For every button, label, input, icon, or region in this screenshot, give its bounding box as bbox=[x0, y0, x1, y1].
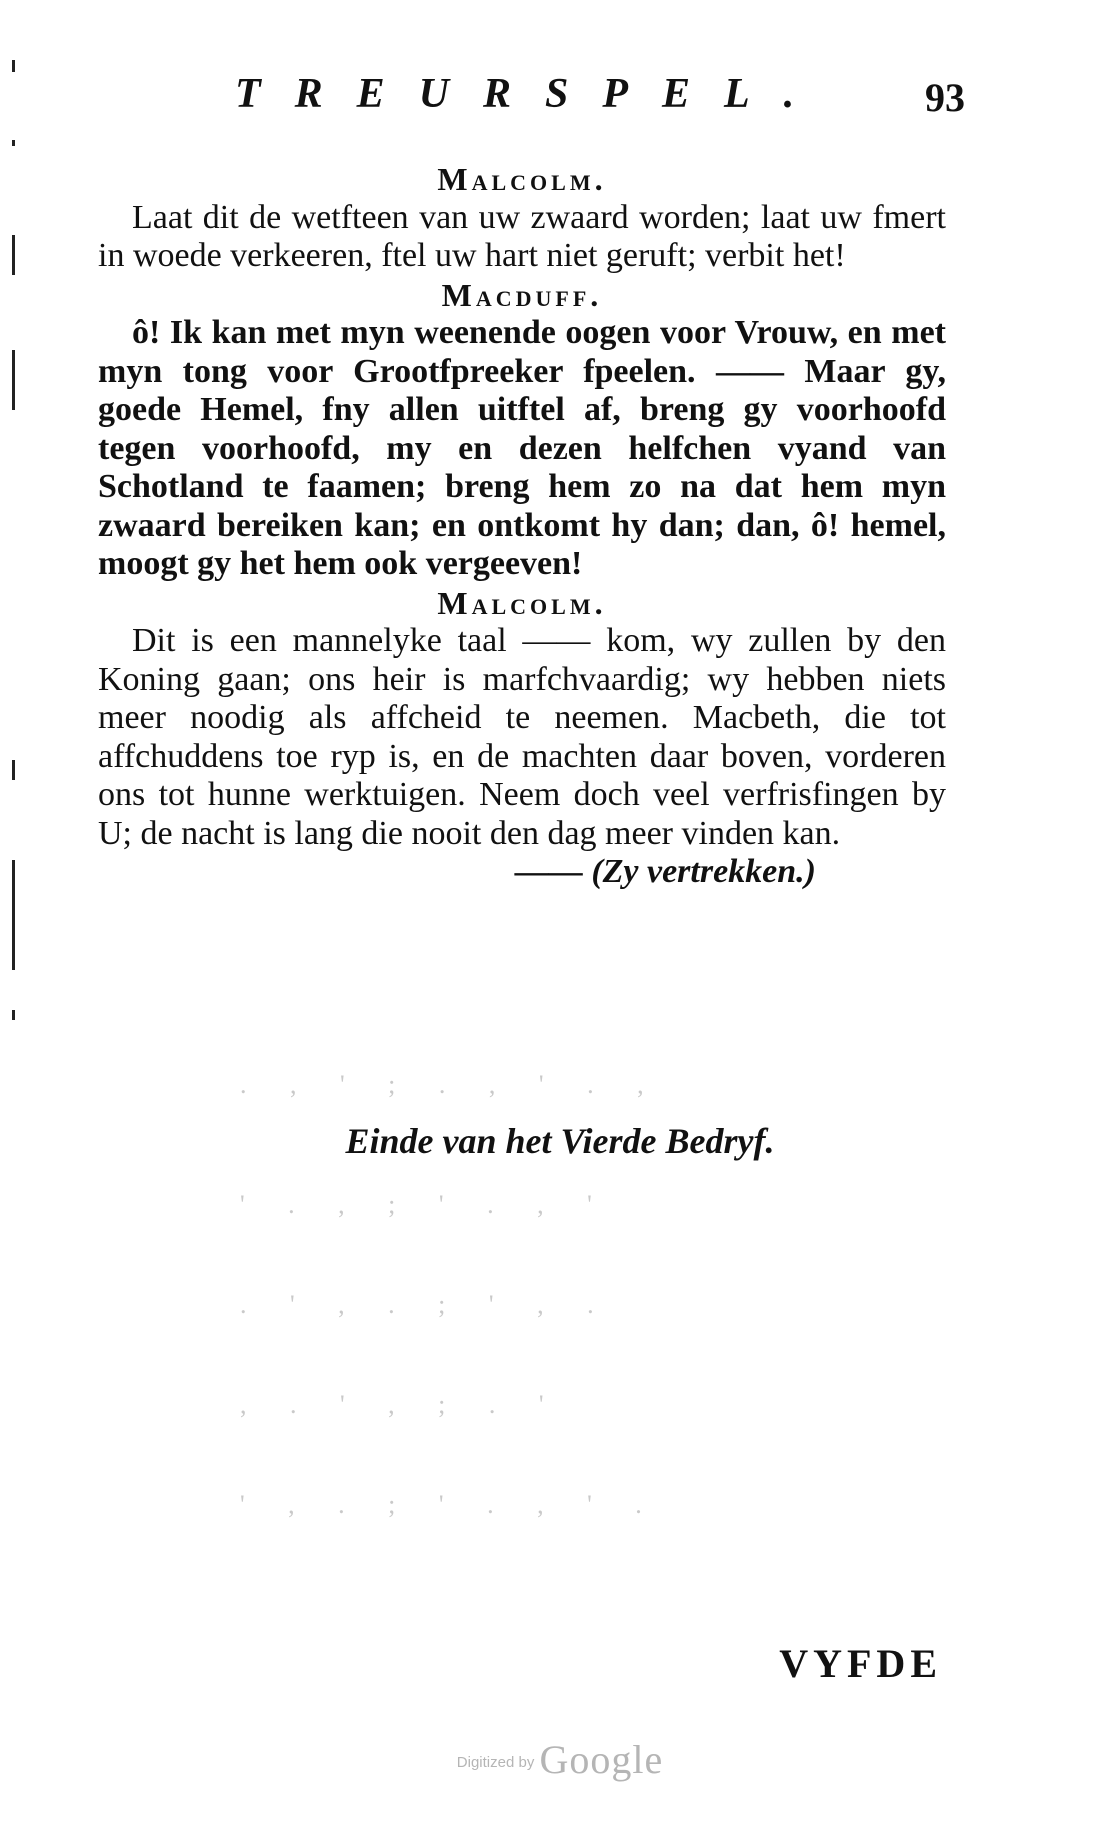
speaker-heading bbox=[98, 276, 946, 315]
stage-direction: —— (Zy vertrekken.) bbox=[514, 853, 816, 890]
bleed-through-text: . , ' ; . , ' . , bbox=[240, 1070, 650, 1099]
speech-paragraph: Dit is een mannelyke taal —— kom, wy zullen by den Koning gaan; ons heir is marfchvaardig; wy hebben niets meer noodig als affcheid te neemen. Macbeth, die tot affchuddens toe ryp is, en de machten daar boven, vorderen ons tot hunne werktuigen. Neem doch veel verfrisfingen by U; de nacht is lang die nooit den dag meer vinden kan. bbox=[98, 622, 946, 852]
margin-speck bbox=[12, 860, 15, 970]
speaker-heading bbox=[98, 160, 946, 199]
speaker-name: Malcolm. bbox=[437, 161, 607, 197]
bleed-through-text: ' , . ; ' . , ' . bbox=[240, 1490, 648, 1519]
bleed-through-text: , . ' , ; . ' bbox=[240, 1390, 550, 1419]
bleed-through-text: . ' , . ; ' , . bbox=[240, 1290, 600, 1319]
margin-speck bbox=[12, 350, 15, 410]
digitized-by-label: Digitized by bbox=[456, 1754, 535, 1771]
google-logo: Google bbox=[539, 1737, 664, 1782]
main-text bbox=[98, 160, 946, 892]
margin-speck bbox=[12, 235, 15, 275]
speaker-name: Malcolm. bbox=[437, 584, 607, 621]
end-of-act: Einde van het Vierde Bedryf. bbox=[345, 1121, 775, 1161]
running-title: TREURSPEL. bbox=[235, 71, 829, 117]
margin-speck bbox=[12, 760, 15, 780]
speaker-name: Macduff. bbox=[441, 276, 603, 313]
page-number: 93 bbox=[925, 75, 965, 120]
speech-paragraph: ô! Ik kan met myn weenende oogen voor Vrouw, en met myn tong voor Grootfpreeker fpeelen. —— Maar gy, goede Hemel, fny allen uitftel af, breng gy voorhoofd tegen voorhoofd, my en dezen helfchen vyand van Schotland te faamen; breng hem zo na dat hem myn zwaard bereiken kan; en ontkomt hy dan; dan, ô! hemel, moogt gy het hem ook vergeeven! bbox=[98, 314, 946, 582]
digitized-watermark bbox=[0, 1736, 1120, 1783]
margin-speck bbox=[12, 60, 15, 72]
catchword: VYFDE bbox=[779, 1641, 942, 1686]
page-header bbox=[235, 70, 965, 120]
margin-speck bbox=[12, 1010, 15, 1020]
speaker-heading bbox=[98, 584, 946, 623]
margin-speck bbox=[12, 140, 15, 146]
bleed-through-text: ' . , ; ' . , ' bbox=[240, 1190, 598, 1219]
speech-paragraph: Laat dit de wetfteen van uw zwaard worden; laat uw fmert in woede verkeeren, ftel uw hart niet geruft; verbit het! bbox=[98, 198, 946, 274]
